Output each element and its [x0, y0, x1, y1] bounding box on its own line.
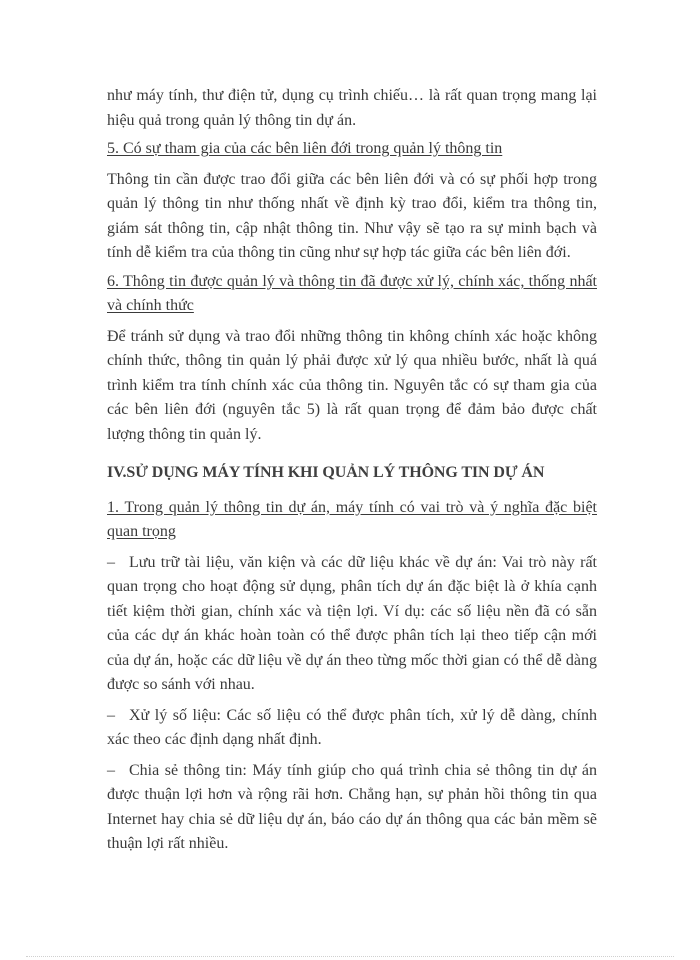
- document-page: [107, 84, 597, 863]
- bullet-dash: –: [107, 706, 115, 724]
- bullet-text: Xử lý số liệu: Các số liệu có thể được phân tích, xử lý dễ dàng, chính xác theo các định dạng nhất định.: [107, 706, 597, 748]
- bullet-item-storage: [107, 551, 597, 698]
- intro-paragraph: như máy tính, thư điện tử, dụng cụ trình chiếu… là rất quan trọng mang lại hiệu quả trong quản lý thông tin dự án.: [107, 87, 597, 129]
- principle-6-paragraph: Để tránh sử dụng và trao đổi những thông tin không chính xác hoặc không chính thức, thông tin quản lý phải được xử lý qua nhiều bước, nhất là quá trình kiểm tra tính chính xác của thông tin. Nguyên tắc có sự tham gia của các bên liên đới (nguyên tắc 5) là rất quan trọng để đảm bảo được chất lượng thông tin quản lý.: [107, 327, 597, 443]
- bullet-text: Lưu trữ tài liệu, văn kiện và các dữ liệu khác về dự án: Vai trò này rất quan trọng cho hoạt động sử dụng, phân tích dự án đặc biệt là ở khía cạnh tiết kiệm thời gian, chính xác và tiện lợi. Ví dụ: các số liệu nền đã có sẵn của các dự án khác hoàn toàn có thể được phân tích lại theo tiếp cận mới của dự án, hoặc các dữ liệu về dự án theo từng mốc thời gian có thể dễ dàng được so sánh với nhau.: [107, 553, 597, 693]
- bullet-dash: –: [107, 761, 115, 779]
- bullet-text: Chia sẻ thông tin: Máy tính giúp cho quá trình chia sẻ thông tin dự án được thuận lợi hơn và rộng rãi hơn. Chẳng hạn, sự phản hồi thông tin qua Internet hay chia sẻ dữ liệu dự án, báo cáo dự án thông qua các bản mềm sẽ thuận lợi rất nhiều.: [107, 761, 597, 852]
- bullet-item-sharing: [107, 759, 597, 857]
- bullet-item-processing: [107, 704, 597, 753]
- section-iv-subheading-1: 1. Trong quản lý thông tin dự án, máy tính có vai trò và ý nghĩa đặc biệt quan trọng: [107, 498, 597, 540]
- principle-6-heading: 6. Thông tin được quản lý và thông tin đã được xử lý, chính xác, thống nhất và chính thức: [107, 272, 597, 314]
- section-iv-title: IV.SỬ DỤNG MÁY TÍNH KHI QUẢN LÝ THÔNG TIN DỰ ÁN: [107, 464, 545, 481]
- principle-5-paragraph: Thông tin cần được trao đổi giữa các bên liên đới và có sự phối hợp trong quản lý thông tin như thống nhất về định kỳ trao đổi, kiểm tra thông tin, giám sát thông tin, cập nhật thông tin. Như vậy sẽ tạo ra sự minh bạch và tính dễ kiểm tra của thông tin cũng như sự hợp tác giữa các bên liên đới.: [107, 170, 597, 261]
- page-bottom-divider: [26, 956, 674, 957]
- principle-5-heading: 5. Có sự tham gia của các bên liên đới trong quản lý thông tin: [107, 140, 503, 157]
- bullet-dash: –: [107, 553, 115, 571]
